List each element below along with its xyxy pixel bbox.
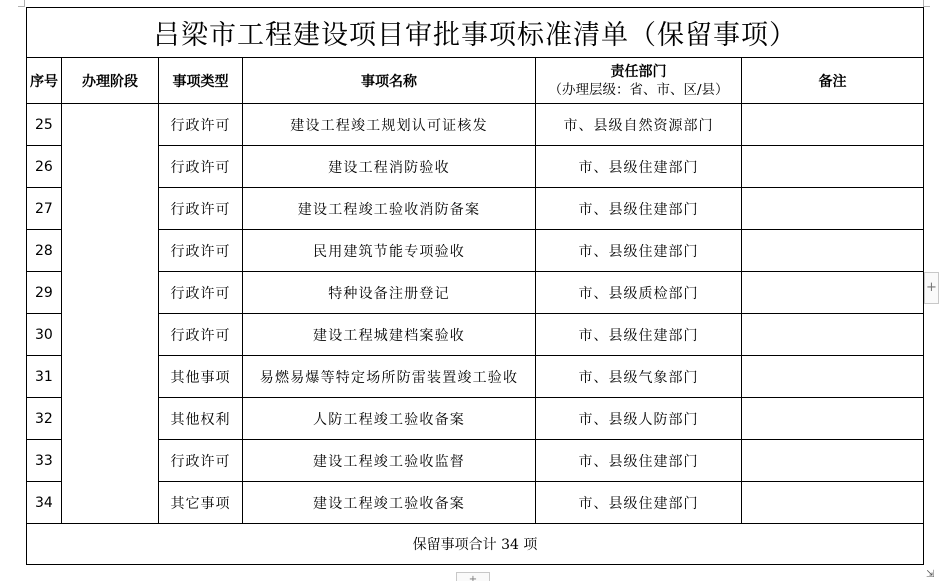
row-seq: 28	[27, 230, 62, 272]
table-row	[27, 230, 924, 272]
total-summary: 保留事项合计 34 项	[27, 524, 924, 565]
row-remark	[742, 230, 924, 272]
row-category: 行政许可	[159, 230, 243, 272]
row-category: 行政许可	[159, 188, 243, 230]
corner-tick	[923, 6, 930, 7]
row-remark	[742, 482, 924, 524]
row-item-name: 建设工程竣工验收备案	[243, 482, 536, 524]
row-seq: 30	[27, 314, 62, 356]
row-remark	[742, 314, 924, 356]
header-item: 事项名称	[243, 58, 536, 104]
document-title: 吕梁市工程建设项目审批事项标准清单（保留事项）	[27, 8, 924, 58]
table-resize-icon[interactable]: ⇲	[926, 569, 935, 580]
row-department: 市、县级住建部门	[536, 482, 742, 524]
row-item-name: 建设工程竣工规划认可证核发	[243, 104, 536, 146]
row-remark	[742, 398, 924, 440]
row-seq: 32	[27, 398, 62, 440]
row-department: 市、县级住建部门	[536, 314, 742, 356]
row-department: 市、县级人防部门	[536, 398, 742, 440]
row-item-name: 建设工程竣工验收消防备案	[243, 188, 536, 230]
approval-items-table	[26, 7, 924, 565]
row-seq: 25	[27, 104, 62, 146]
table-row	[27, 356, 924, 398]
row-department: 市、县级住建部门	[536, 146, 742, 188]
row-department: 市、县级住建部门	[536, 440, 742, 482]
row-seq: 31	[27, 356, 62, 398]
header-seq: 序号	[27, 58, 62, 104]
row-remark	[742, 356, 924, 398]
row-category: 行政许可	[159, 272, 243, 314]
row-department: 市、县级质检部门	[536, 272, 742, 314]
row-department: 市、县级自然资源部门	[536, 104, 742, 146]
header-dept-label: 责任部门	[610, 63, 667, 80]
table-row	[27, 104, 924, 146]
row-category: 行政许可	[159, 146, 243, 188]
header-dept	[536, 58, 742, 104]
row-item-name: 易燃易爆等特定场所防雷装置竣工验收	[243, 356, 536, 398]
row-remark	[742, 188, 924, 230]
table-row	[27, 314, 924, 356]
row-seq: 26	[27, 146, 62, 188]
row-category: 其它事项	[159, 482, 243, 524]
total-row	[27, 524, 924, 565]
row-seq: 34	[27, 482, 62, 524]
row-category: 行政许可	[159, 440, 243, 482]
row-item-name: 人防工程竣工验收备案	[243, 398, 536, 440]
table-row	[27, 272, 924, 314]
row-department: 市、县级住建部门	[536, 230, 742, 272]
row-remark	[742, 440, 924, 482]
row-category: 行政许可	[159, 314, 243, 356]
header-remark: 备注	[742, 58, 924, 104]
table-row	[27, 188, 924, 230]
row-seq: 27	[27, 188, 62, 230]
row-item-name: 建设工程消防验收	[243, 146, 536, 188]
row-remark	[742, 146, 924, 188]
table-row	[27, 482, 924, 524]
table-row	[27, 440, 924, 482]
header-dept-level: （办理层级：省、市、区/县）	[548, 81, 729, 98]
row-remark	[742, 272, 924, 314]
row-item-name: 民用建筑节能专项验收	[243, 230, 536, 272]
corner-tick	[18, 6, 25, 7]
table-row	[27, 398, 924, 440]
header-stage: 办理阶段	[62, 58, 159, 104]
add-column-button[interactable]: +	[924, 272, 939, 304]
header-category: 事项类型	[159, 58, 243, 104]
row-category: 其他事项	[159, 356, 243, 398]
row-item-name: 建设工程城建档案验收	[243, 314, 536, 356]
stage-cell	[62, 104, 159, 524]
row-seq: 33	[27, 440, 62, 482]
row-department: 市、县级住建部门	[536, 188, 742, 230]
row-item-name: 建设工程竣工验收监督	[243, 440, 536, 482]
table-row	[27, 146, 924, 188]
row-department: 市、县级气象部门	[536, 356, 742, 398]
row-remark	[742, 104, 924, 146]
add-row-button[interactable]: +	[456, 572, 490, 581]
table-header-row	[27, 58, 924, 104]
row-category: 行政许可	[159, 104, 243, 146]
row-item-name: 特种设备注册登记	[243, 272, 536, 314]
row-category: 其他权利	[159, 398, 243, 440]
row-seq: 29	[27, 272, 62, 314]
